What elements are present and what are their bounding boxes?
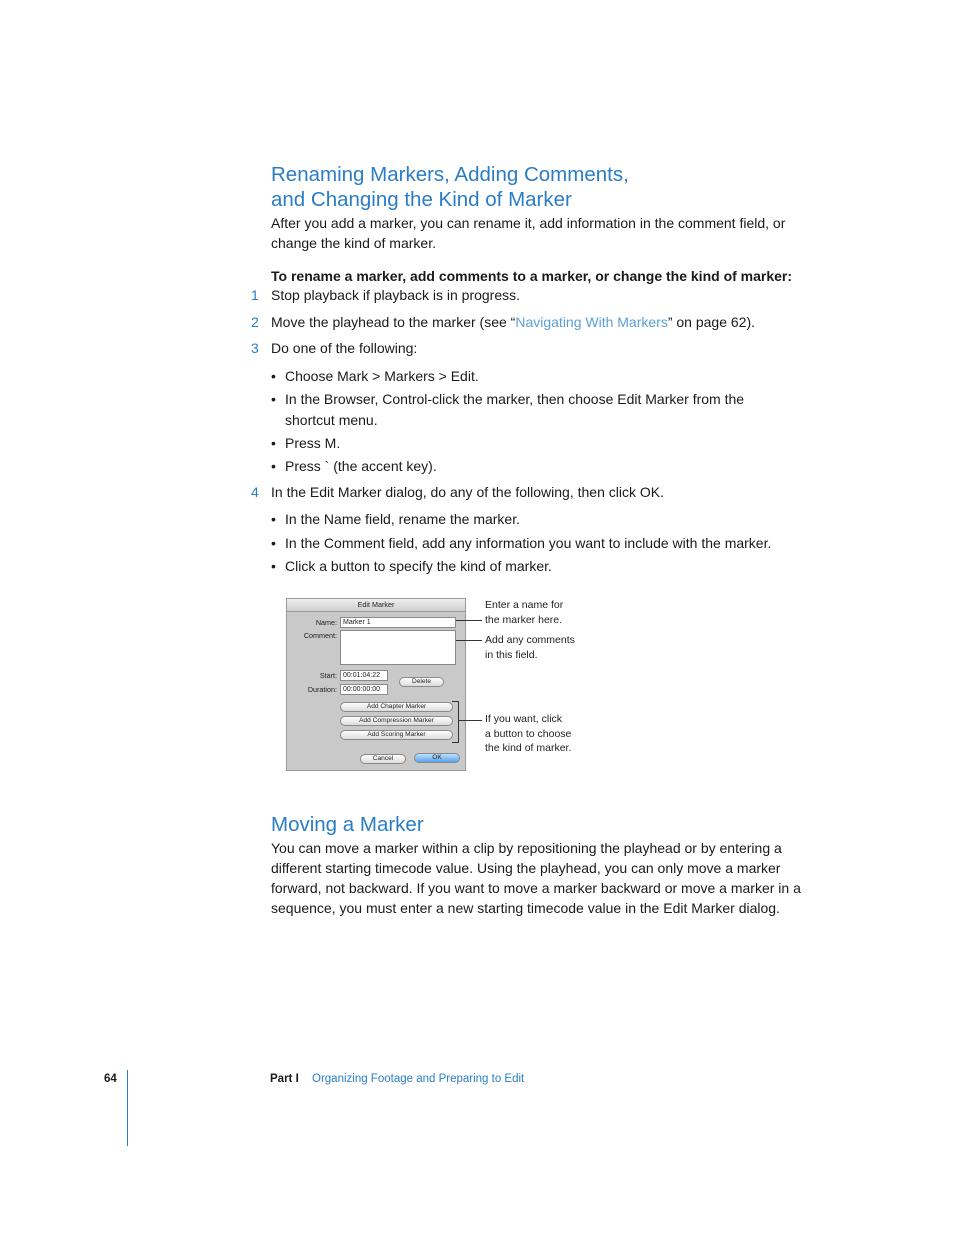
navigating-with-markers-link[interactable]: Navigating With Markers <box>515 314 668 330</box>
cancel-button[interactable]: Cancel <box>360 754 406 764</box>
intro-line-1: After you add a marker, you can rename it, add information in the comment field, or <box>271 215 786 231</box>
delete-button[interactable]: Delete <box>399 677 444 687</box>
step-text-1: Stop playback if playback is in progress. <box>271 287 521 303</box>
list-item <box>271 533 825 554</box>
bullet-dot: • <box>271 558 276 574</box>
footer-part-label: Part I <box>270 1073 299 1085</box>
add-compression-marker-button[interactable]: Add Compression Marker <box>340 716 453 726</box>
bullet-dot: • <box>271 535 276 551</box>
dialog-title: Edit Marker <box>287 599 465 612</box>
name-callout <box>485 598 563 627</box>
list-item <box>271 366 775 387</box>
bullet-text: In the Browser, Control-click the marker, then choose Edit Marker from the shortcut menu. <box>285 391 745 428</box>
name-label: Name: <box>315 618 337 627</box>
callout-line-text: Add any comments <box>485 634 575 646</box>
bullet-dot: • <box>271 368 276 384</box>
list-item <box>271 389 775 431</box>
bullet-dot: • <box>271 391 276 407</box>
add-chapter-marker-button[interactable]: Add Chapter Marker <box>340 702 453 712</box>
edit-marker-dialog <box>286 598 466 771</box>
heading-line-2: and Changing the Kind of Marker <box>271 188 572 211</box>
bullet-text: Press ` (the accent key). <box>285 458 437 474</box>
step-number-2: 2 <box>251 314 259 330</box>
bullet-dot: • <box>271 435 276 451</box>
intro-line-2: change the kind of marker. <box>271 235 436 251</box>
bullet-text: Choose Mark > Markers > Edit. <box>285 368 479 384</box>
list-item <box>271 509 775 530</box>
page-number: 64 <box>104 1073 117 1085</box>
step-text-3: Do one of the following: <box>271 340 418 356</box>
step-number-1: 1 <box>251 287 259 303</box>
list-item <box>271 456 775 477</box>
list-item <box>271 556 775 577</box>
callout-line-text: a button to choose <box>485 727 572 740</box>
intro-paragraph <box>271 213 785 253</box>
body-line: different starting timecode value. Using the playhead, you can only move a marker <box>271 860 781 876</box>
bullet-dot: • <box>271 511 276 527</box>
ok-button[interactable]: OK <box>414 753 460 763</box>
step-text-4: In the Edit Marker dialog, do any of the following, then click OK. <box>271 484 664 500</box>
add-scoring-marker-button[interactable]: Add Scoring Marker <box>340 730 453 740</box>
step-2-text-after: ” on page 62). <box>667 314 756 330</box>
step-number-4: 4 <box>251 484 259 500</box>
buttons-callout <box>485 712 571 756</box>
callout-line-text: the kind of marker. <box>485 742 572 754</box>
moving-marker-paragraph <box>271 838 801 918</box>
comment-callout <box>485 633 575 662</box>
task-heading: To rename a marker, add comments to a marker, or change the kind of marker: <box>271 268 793 284</box>
comment-callout-line <box>456 640 482 641</box>
callout-line-text: in this field. <box>485 648 538 661</box>
bullet-text: Press M. <box>285 435 341 451</box>
duration-label: Duration: <box>307 685 337 694</box>
heading-line-1: Renaming Markers, Adding Comments, <box>271 163 629 186</box>
callout-line-text: If you want, click <box>485 713 563 725</box>
bullet-text: In the Name field, rename the marker. <box>285 511 520 527</box>
step-2-text-before: Move the playhead to the marker (see “ <box>271 314 516 330</box>
section-heading-moving-a-marker: Moving a Marker <box>271 813 424 836</box>
step-number-3: 3 <box>251 340 259 356</box>
bullet-dot: • <box>271 458 276 474</box>
body-line: forward, not backward. If you want to move a marker backward or move a marker in a <box>271 880 801 896</box>
footer-rule <box>127 1070 128 1146</box>
buttons-callout-line <box>459 720 482 721</box>
callout-line-text: Enter a name for <box>485 599 564 611</box>
name-callout-line <box>456 620 482 621</box>
section-heading-renaming-markers <box>271 162 629 212</box>
bullet-text: Click a button to specify the kind of marker. <box>285 558 552 574</box>
buttons-callout-bracket <box>452 701 459 743</box>
duration-timecode-field[interactable]: 00:00:00:00 <box>340 684 388 695</box>
start-timecode-field[interactable]: 00:01:04:22 <box>340 670 388 681</box>
start-label: Start: <box>319 671 337 680</box>
callout-line-text: the marker here. <box>485 613 563 626</box>
comment-label: Comment: <box>303 631 337 640</box>
name-field[interactable]: Marker 1 <box>340 617 456 628</box>
comment-field[interactable] <box>340 630 456 665</box>
step-text-2 <box>271 314 755 330</box>
body-line: sequence, you must enter a new starting timecode value in the Edit Marker dialog. <box>271 900 780 916</box>
body-line: You can move a marker within a clip by repositioning the playhead or by entering a <box>271 840 782 856</box>
bullet-text: In the Comment field, add any information you want to include with the marker. <box>285 535 772 551</box>
list-item <box>271 433 775 454</box>
footer-part-title: Organizing Footage and Preparing to Edit <box>312 1073 525 1085</box>
